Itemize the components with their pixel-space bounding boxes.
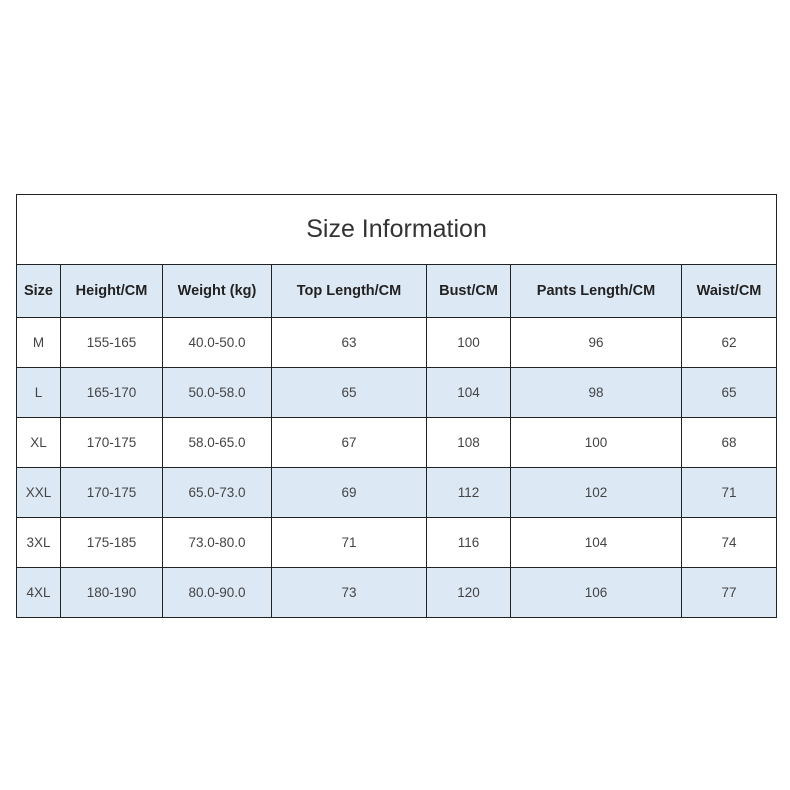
- column-header-size: Size: [17, 265, 61, 318]
- table-row: [17, 468, 777, 518]
- cell-pants-length: 102: [511, 468, 682, 518]
- column-header-top-length: Top Length/CM: [272, 265, 427, 318]
- cell-weight: 58.0-65.0: [163, 418, 272, 468]
- cell-weight: 50.0-58.0: [163, 368, 272, 418]
- cell-pants-length: 96: [511, 318, 682, 368]
- cell-top-length: 73: [272, 568, 427, 618]
- cell-height: 170-175: [61, 468, 163, 518]
- table-row: [17, 368, 777, 418]
- cell-bust: 120: [427, 568, 511, 618]
- cell-pants-length: 98: [511, 368, 682, 418]
- cell-top-length: 65: [272, 368, 427, 418]
- cell-size: M: [17, 318, 61, 368]
- cell-size: XL: [17, 418, 61, 468]
- cell-height: 175-185: [61, 518, 163, 568]
- cell-bust: 112: [427, 468, 511, 518]
- column-header-pants-length: Pants Length/CM: [511, 265, 682, 318]
- cell-size: XXL: [17, 468, 61, 518]
- cell-waist: 62: [682, 318, 777, 368]
- cell-weight: 65.0-73.0: [163, 468, 272, 518]
- cell-top-length: 63: [272, 318, 427, 368]
- cell-height: 165-170: [61, 368, 163, 418]
- cell-bust: 100: [427, 318, 511, 368]
- cell-height: 170-175: [61, 418, 163, 468]
- column-header-weight: Weight (kg): [163, 265, 272, 318]
- cell-size: L: [17, 368, 61, 418]
- cell-waist: 71: [682, 468, 777, 518]
- size-table: [16, 194, 777, 618]
- cell-top-length: 71: [272, 518, 427, 568]
- cell-size: 3XL: [17, 518, 61, 568]
- cell-waist: 65: [682, 368, 777, 418]
- table-row: [17, 568, 777, 618]
- table-row: [17, 518, 777, 568]
- cell-pants-length: 106: [511, 568, 682, 618]
- cell-weight: 80.0-90.0: [163, 568, 272, 618]
- cell-size: 4XL: [17, 568, 61, 618]
- cell-bust: 108: [427, 418, 511, 468]
- column-header-waist: Waist/CM: [682, 265, 777, 318]
- cell-pants-length: 100: [511, 418, 682, 468]
- table-title: Size Information: [17, 195, 777, 265]
- cell-bust: 116: [427, 518, 511, 568]
- cell-top-length: 69: [272, 468, 427, 518]
- table-row: [17, 318, 777, 368]
- cell-weight: 40.0-50.0: [163, 318, 272, 368]
- cell-height: 180-190: [61, 568, 163, 618]
- cell-pants-length: 104: [511, 518, 682, 568]
- cell-waist: 68: [682, 418, 777, 468]
- cell-waist: 77: [682, 568, 777, 618]
- header-row: [17, 265, 777, 318]
- size-chart: [16, 194, 776, 618]
- cell-top-length: 67: [272, 418, 427, 468]
- cell-height: 155-165: [61, 318, 163, 368]
- column-header-bust: Bust/CM: [427, 265, 511, 318]
- cell-bust: 104: [427, 368, 511, 418]
- cell-waist: 74: [682, 518, 777, 568]
- table-row: [17, 418, 777, 468]
- column-header-height: Height/CM: [61, 265, 163, 318]
- cell-weight: 73.0-80.0: [163, 518, 272, 568]
